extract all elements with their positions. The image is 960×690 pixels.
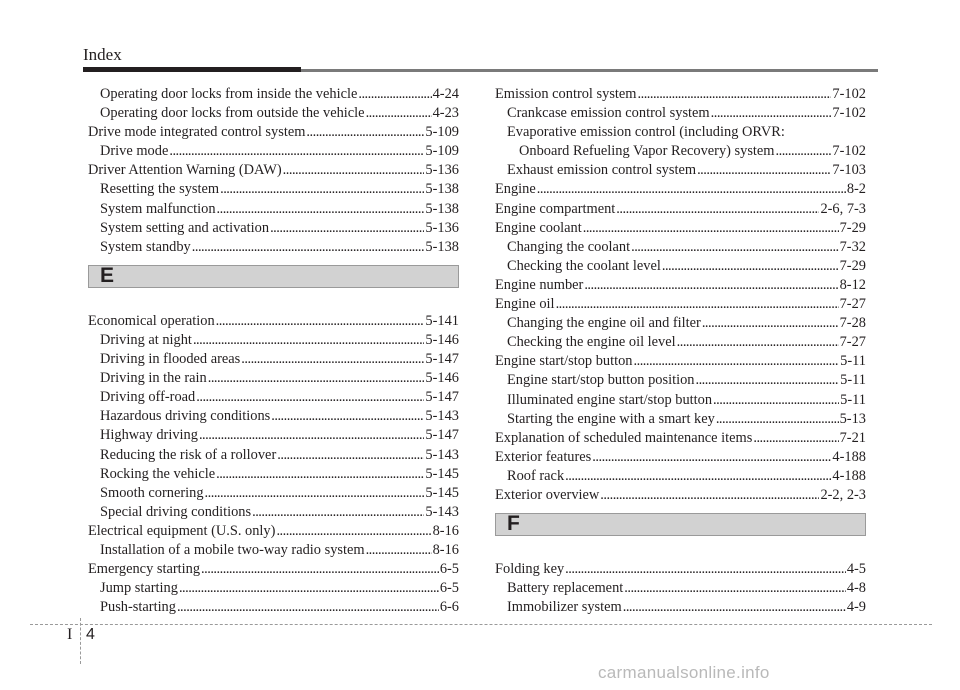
index-entry [88, 238, 459, 257]
index-term: Reducing the risk of a rollover [100, 446, 277, 463]
index-entry [88, 104, 459, 123]
page-reference: 7-27 [839, 296, 866, 313]
leader-dots [753, 429, 838, 448]
index-entry [88, 161, 459, 180]
leader-dots [583, 219, 839, 238]
leader-dots [366, 541, 432, 560]
index-term: Engine [495, 181, 536, 198]
left-column [88, 85, 459, 617]
left-entries-top [88, 85, 459, 257]
index-entry [495, 104, 866, 123]
index-entry [495, 200, 866, 219]
section-header-e [88, 265, 459, 288]
index-entry [88, 522, 459, 541]
index-entry [88, 369, 459, 388]
left-entries-bottom [88, 312, 459, 618]
index-term: Operating door locks from outside the vehicle [100, 105, 365, 122]
index-term: Driving in flooded areas [100, 351, 241, 368]
index-term: Driving off-road [100, 389, 196, 406]
index-entry [88, 350, 459, 369]
leader-dots [306, 123, 424, 142]
page-reference: 6-6 [439, 599, 459, 616]
index-entry [495, 410, 866, 429]
index-term: System malfunction [100, 200, 216, 217]
index-entry [495, 276, 866, 295]
right-entries-bottom [495, 560, 866, 617]
page-reference: 7-29 [839, 257, 866, 274]
index-term: Roof rack [507, 467, 565, 484]
page-reference: 4-23 [432, 105, 459, 122]
index-entry [88, 484, 459, 503]
index-term: Exterior overview [495, 486, 600, 503]
watermark: carmanualsonline.info [598, 663, 770, 682]
leader-dots [277, 446, 424, 465]
index-entry [495, 257, 866, 276]
right-entries-top [495, 85, 866, 505]
page-reference: 7-103 [832, 162, 866, 179]
page-reference: 7-102 [832, 86, 866, 102]
leader-dots [169, 142, 424, 161]
leader-dots [662, 257, 839, 276]
index-entry [495, 295, 866, 314]
index-term: Battery replacement [507, 580, 624, 597]
page-reference: 5-109 [425, 143, 459, 160]
index-term: Rocking the vehicle [100, 465, 216, 482]
leader-dots [638, 85, 832, 104]
page-reference: 5-147 [425, 427, 459, 444]
leader-dots [776, 142, 832, 161]
index-entry [495, 180, 866, 199]
index-entry [495, 429, 866, 448]
index-term: Explanation of scheduled maintenance items [495, 429, 753, 446]
leader-dots [600, 486, 819, 505]
index-entry [88, 426, 459, 445]
page-reference: 6-5 [439, 561, 459, 578]
index-term: Driver Attention Warning (DAW) [88, 162, 282, 179]
leader-dots [623, 598, 846, 617]
index-entry [495, 560, 866, 579]
index-entry [88, 503, 459, 522]
leader-dots [695, 371, 839, 390]
page-reference: 4-5 [846, 561, 866, 578]
index-term: Changing the coolant [507, 238, 631, 255]
page-reference: 6-5 [439, 580, 459, 597]
page-reference: 5-136 [425, 219, 459, 236]
leader-dots [713, 391, 839, 410]
leader-dots [177, 598, 439, 617]
header-rule-dark [83, 67, 301, 72]
index-term: Engine oil [495, 296, 555, 313]
leader-dots [208, 369, 425, 388]
index-term: System standby [100, 238, 191, 255]
index-entry [88, 407, 459, 426]
index-term: Checking the engine oil level [507, 334, 676, 351]
page-reference: 5-143 [425, 503, 459, 520]
page-reference: 5-136 [425, 162, 459, 179]
page-reference: 5-13 [839, 410, 866, 427]
page-reference: 4-188 [832, 448, 866, 465]
index-entry [495, 579, 866, 598]
index-term: Immobilizer system [507, 599, 622, 616]
index-entry [495, 123, 866, 142]
section-letter: E [100, 263, 115, 287]
index-term: Economical operation [88, 312, 215, 329]
leader-dots [193, 331, 424, 350]
footer-section-letter: I [67, 626, 73, 643]
page-reference: 2-6, 7-3 [820, 200, 866, 217]
index-term: Engine start/stop button [495, 353, 633, 370]
page-reference: 7-27 [839, 334, 866, 351]
index-entry [88, 312, 459, 331]
leader-dots [584, 276, 838, 295]
leader-dots [252, 503, 424, 522]
index-term: Highway driving [100, 427, 198, 444]
page-reference: 5-147 [425, 351, 459, 368]
index-entry [495, 391, 866, 410]
index-term: Push-starting [100, 599, 176, 616]
page-reference: 4-24 [432, 86, 459, 102]
index-entry [495, 238, 866, 257]
leader-dots [271, 407, 424, 426]
page-reference: 5-141 [425, 312, 459, 329]
index-term: Illuminated engine start/stop button [507, 391, 713, 408]
leader-dots [205, 484, 425, 503]
index-term: Changing the engine oil and filter [507, 315, 701, 332]
index-term: Special driving conditions [100, 503, 252, 520]
index-term: Smooth cornering [100, 484, 204, 501]
right-column [495, 85, 866, 617]
page-reference: 7-102 [832, 143, 866, 160]
leader-dots [276, 522, 431, 541]
index-entry [495, 371, 866, 390]
index-entry [88, 388, 459, 407]
index-term: Emergency starting [88, 561, 201, 578]
index-entry [88, 560, 459, 579]
index-entry [495, 486, 866, 505]
index-term: Engine start/stop button position [507, 372, 695, 389]
page-reference: 5-138 [425, 181, 459, 198]
leader-dots [697, 161, 831, 180]
page-reference: 5-11 [840, 372, 866, 389]
leader-dots [217, 200, 425, 219]
leader-dots [716, 410, 839, 429]
page-reference: 7-29 [839, 219, 866, 236]
leader-dots [179, 579, 439, 598]
page-reference: 5-11 [840, 353, 866, 370]
index-entry [88, 541, 459, 560]
index-term: Drive mode integrated control system [88, 124, 306, 141]
index-term: Emission control system [495, 86, 637, 102]
page-reference: 5-11 [840, 391, 866, 408]
page-reference: 5-145 [425, 484, 459, 501]
page-reference: 7-21 [839, 429, 866, 446]
leader-dots [624, 579, 846, 598]
index-entry [495, 142, 866, 161]
footer-rule [30, 624, 932, 625]
header-rule-light [301, 69, 878, 72]
index-entry [495, 314, 866, 333]
page-reference: 5-143 [425, 408, 459, 425]
index-entry [88, 331, 459, 350]
page-reference: 5-138 [425, 200, 459, 217]
index-term: Engine compartment [495, 200, 616, 217]
leader-dots [592, 448, 831, 467]
page-reference: 5-147 [425, 389, 459, 406]
index-term: Driving at night [100, 331, 192, 348]
index-term: Crankcase emission control system [507, 105, 710, 122]
index-entry [88, 465, 459, 484]
page-reference: 8-2 [846, 181, 866, 198]
leader-dots [616, 200, 819, 219]
leader-dots [634, 352, 840, 371]
leader-dots [216, 465, 424, 484]
leader-dots [192, 238, 425, 257]
leader-dots [677, 333, 839, 352]
leader-dots [196, 388, 424, 407]
index-entry [88, 219, 459, 238]
page-reference: 4-9 [846, 599, 866, 616]
index-term: Jump starting [100, 580, 178, 597]
page-reference: 4-188 [832, 467, 866, 484]
page-reference: 5-146 [425, 370, 459, 387]
footer-divider [80, 618, 81, 664]
index-entry [495, 467, 866, 486]
index-entry [88, 446, 459, 465]
leader-dots [201, 560, 439, 579]
index-term: Exhaust emission control system [507, 162, 697, 179]
leader-dots [283, 161, 425, 180]
index-term: System setting and activation [100, 219, 270, 236]
index-entry [88, 85, 459, 104]
page-reference: 5-109 [425, 124, 459, 141]
index-term: Engine number [495, 276, 584, 293]
index-term: Onboard Refueling Vapor Recovery) system [519, 143, 775, 160]
index-entry [88, 123, 459, 142]
index-term: Operating door locks from inside the vehicle [100, 86, 358, 102]
index-term: Engine coolant [495, 219, 582, 236]
page-reference: 4-8 [846, 580, 866, 597]
index-term: Hazardous driving conditions [100, 408, 271, 425]
section-letter: F [507, 512, 520, 536]
leader-dots [565, 560, 846, 579]
index-term: Evaporative emission control (including ORVR: [507, 124, 785, 141]
index-term: Drive mode [100, 143, 169, 160]
index-term: Folding key [495, 561, 565, 578]
index-term: Starting the engine with a smart key [507, 410, 715, 427]
index-entry [495, 352, 866, 371]
index-term: Resetting the system [100, 181, 220, 198]
index-entry [495, 161, 866, 180]
index-term: Installation of a mobile two-way radio system [100, 541, 365, 558]
leader-dots [220, 180, 424, 199]
index-entry [88, 598, 459, 617]
page-reference: 7-102 [832, 105, 866, 122]
section-header-f [495, 513, 866, 536]
leader-dots [556, 295, 839, 314]
page-reference: 7-28 [839, 315, 866, 332]
page-reference: 5-143 [425, 446, 459, 463]
leader-dots [270, 219, 424, 238]
index-entry [88, 200, 459, 219]
page-reference: 8-16 [432, 522, 459, 539]
leader-dots [537, 180, 846, 199]
page-reference: 5-146 [425, 331, 459, 348]
page-reference: 8-16 [432, 541, 459, 558]
page-reference: 5-145 [425, 465, 459, 482]
page-number: 4 [86, 626, 95, 643]
index-entry [495, 598, 866, 617]
leader-dots [216, 312, 425, 331]
page-reference: 2-2, 2-3 [820, 486, 866, 503]
index-entry [88, 180, 459, 199]
page-reference: 8-12 [839, 276, 866, 293]
page-title: Index [83, 45, 122, 64]
leader-dots [702, 314, 839, 333]
index-entry [88, 142, 459, 161]
index-entry [495, 333, 866, 352]
index-entry [495, 448, 866, 467]
leader-dots [358, 85, 431, 104]
index-term: Driving in the rain [100, 370, 207, 387]
index-term: Exterior features [495, 448, 592, 465]
index-entry [88, 579, 459, 598]
index-term: Checking the coolant level [507, 257, 661, 274]
leader-dots [199, 426, 424, 445]
leader-dots [241, 350, 424, 369]
page-reference: 5-138 [425, 238, 459, 255]
leader-dots [711, 104, 832, 123]
index-entry [495, 219, 866, 238]
leader-dots [631, 238, 839, 257]
leader-dots [565, 467, 831, 486]
index-term: Electrical equipment (U.S. only) [88, 522, 276, 539]
leader-dots [366, 104, 432, 123]
page-reference: 7-32 [839, 238, 866, 255]
index-entry [495, 85, 866, 104]
